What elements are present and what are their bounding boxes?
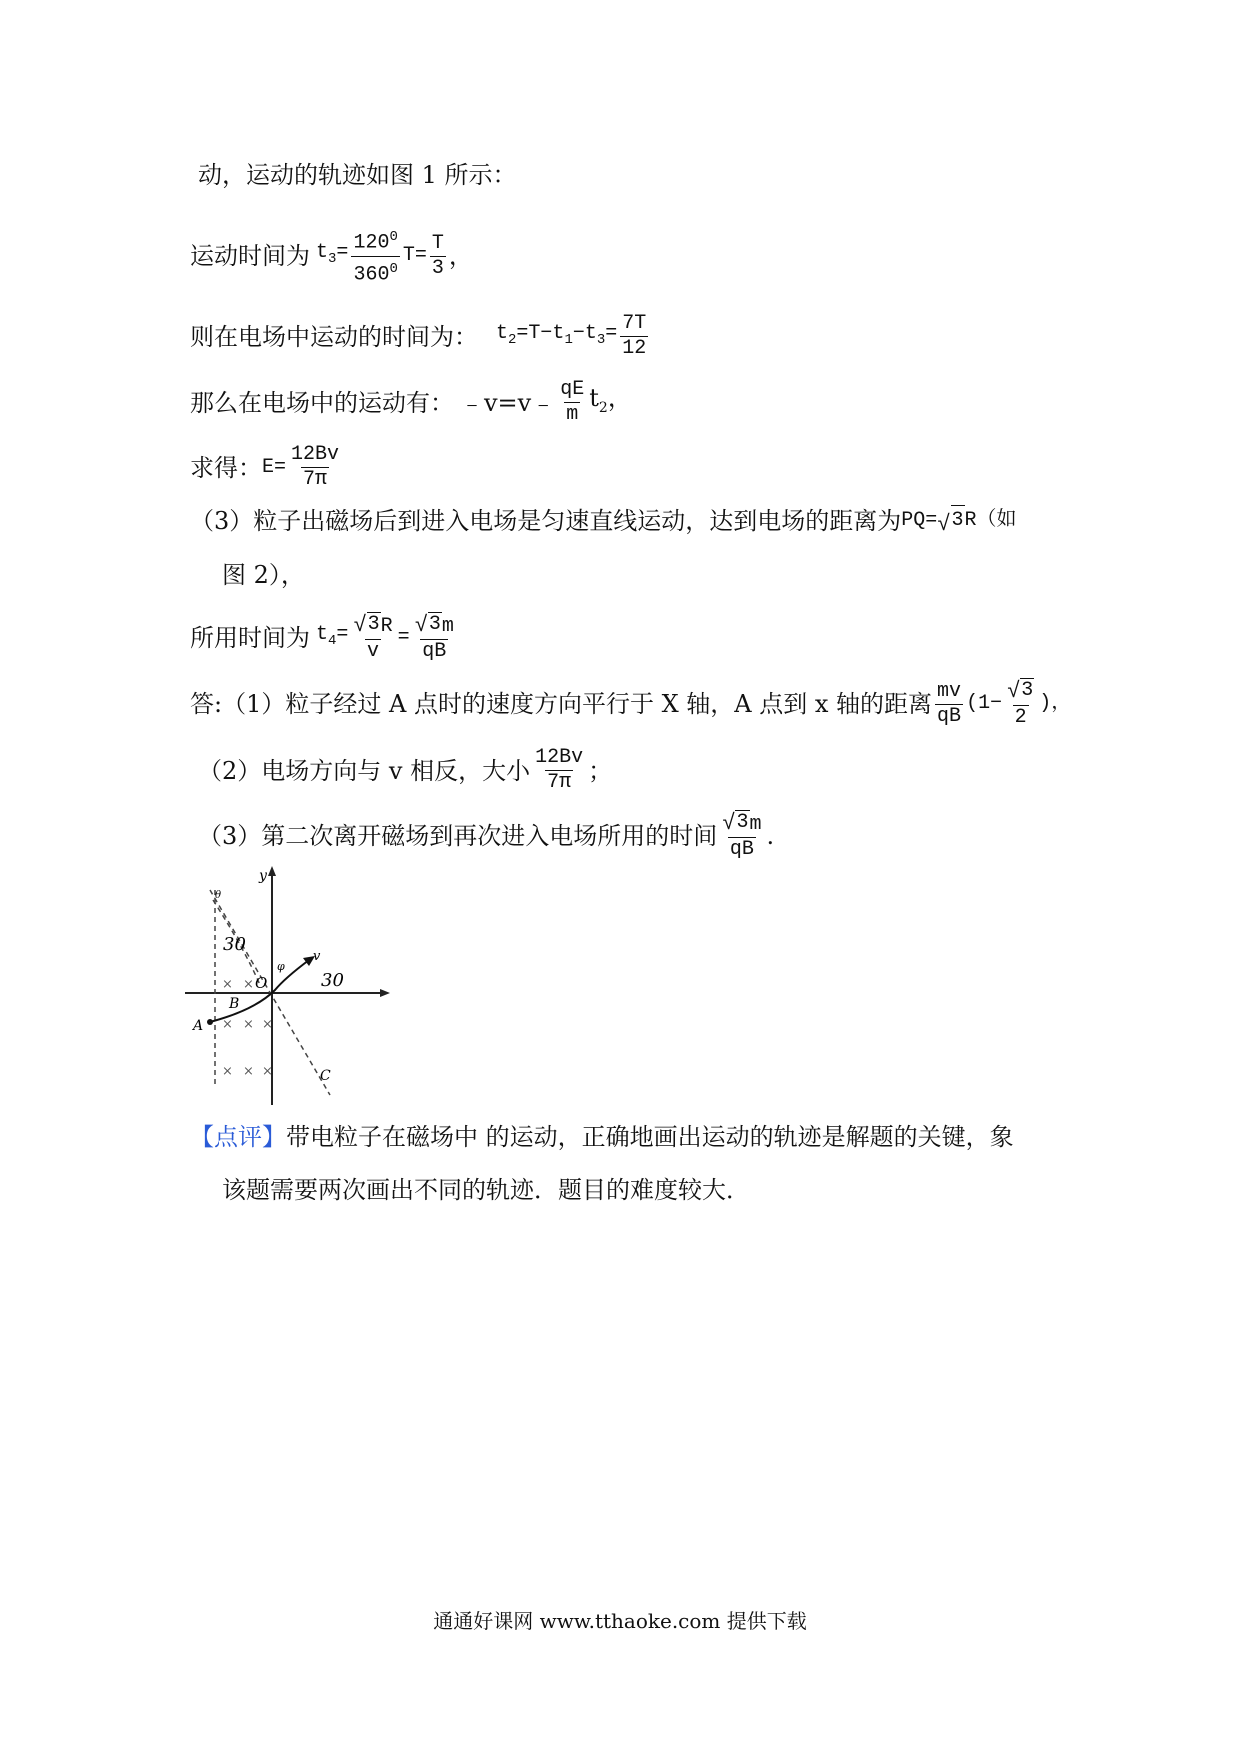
fraction-12bv-7pi-answer: $\frac{12Bv}{7\pi}$ (535, 746, 584, 794)
line-3: 则在电场中运动的时间为： $t_2=T-t_1-t_3=$ $\frac{7T}{12}$ (190, 312, 647, 360)
line-6: （3）粒子出磁场后到进入电场是匀速直线运动，达到电场的距离为 PQ= √ 3 R（如 (190, 506, 1017, 537)
sqrt-3: √ 3 (937, 505, 964, 536)
y-axis-arrow (268, 866, 276, 876)
fraction-sqrt3-2: √ 3 2 (1007, 679, 1034, 729)
label-30-right: 30 (321, 970, 344, 991)
svg-text:×: × (262, 1017, 273, 1032)
fraction-sqrt3r-v: √ 3 R v (353, 613, 393, 663)
label-b: B (229, 996, 240, 1012)
label-o: O (255, 974, 268, 992)
label-c: C (320, 1068, 331, 1084)
fraction-qe-m: $\frac{qE}{m}$ (560, 378, 585, 426)
trajectory-figure (185, 860, 400, 1105)
fraction-mv-qb: $\frac{mv}{qB}$ (937, 679, 962, 728)
line-11: （3）第二次离开磁场到再次进入电场所用的时间 √ 3 m qB . (198, 811, 775, 861)
svg-text:×: × (243, 977, 254, 992)
line-4: 那么在电场中的运动有： ﹣v=v﹣ $\frac{qE}{m}$ $t_2$， (190, 378, 632, 426)
svg-text:×: × (243, 1064, 254, 1079)
fraction-120-360: $\frac{120^0}{360^0}$ (353, 229, 398, 287)
label-30-top: 30 (223, 934, 246, 955)
fraction-12bv-7pi: $\frac{12Bv}{7\pi}$ (291, 443, 340, 491)
line-10: （2）电场方向与 v 相反，大小 $\frac{12Bv}{7\pi}$ ； (198, 746, 613, 794)
footer: 通通好课网 www.tthaoke.com 提供下载 (433, 1609, 807, 1633)
svg-text:×: × (222, 977, 233, 992)
label-y: y (259, 868, 267, 884)
fraction-sqrt3m-qb-answer: √ 3 m qB (722, 811, 762, 861)
label-theta: θ (215, 890, 222, 901)
svg-text:×: × (222, 1017, 233, 1032)
fraction-7t-12: $\frac{7T}{12}$ (622, 312, 647, 360)
line-7: 图 2）， (222, 561, 305, 589)
svg-text:×: × (262, 1064, 273, 1079)
fraction-t-3: $\frac{T}{3}$ (431, 231, 444, 280)
x-axis-arrow (380, 989, 390, 997)
review-line-2: 该题需要两次画出不同的轨迹．题目的难度较大． (222, 1176, 750, 1204)
svg-text:×: × (243, 1017, 254, 1032)
line-2: 运动时间为 $t_3=$ $\frac{120^0}{360^0}$ T= $\frac{T}{3}$ ， (190, 225, 473, 287)
label-v: v (313, 949, 321, 964)
point-a (207, 1019, 213, 1025)
review-line-1: 【点评】 带电粒子在磁场中 的运动，正确地画出运动的轨迹是解题的关键，象 (190, 1123, 1014, 1151)
line-8: 所用时间为 $t_4=$ √ 3 R v = √ 3 m qB (190, 613, 454, 663)
line-9: 答:（1）粒子经过 A 点时的速度方向平行于 X 轴，A 点到 x 轴的距离 $\frac{mv}{qB}$ (1− √ 3 2 )， (190, 679, 1072, 729)
line-1: 动，运动的轨迹如图 1 所示： (198, 161, 517, 189)
review-tag: 【点评】 (190, 1123, 286, 1151)
label-a: A (193, 1018, 204, 1034)
fraction-sqrt3m-qb: √ 3 m qB (414, 613, 454, 663)
svg-text:×: × (222, 1064, 233, 1079)
line-5: 求得： E= $\frac{12Bv}{7\pi}$ (190, 443, 340, 491)
label-phi: φ (277, 960, 285, 973)
